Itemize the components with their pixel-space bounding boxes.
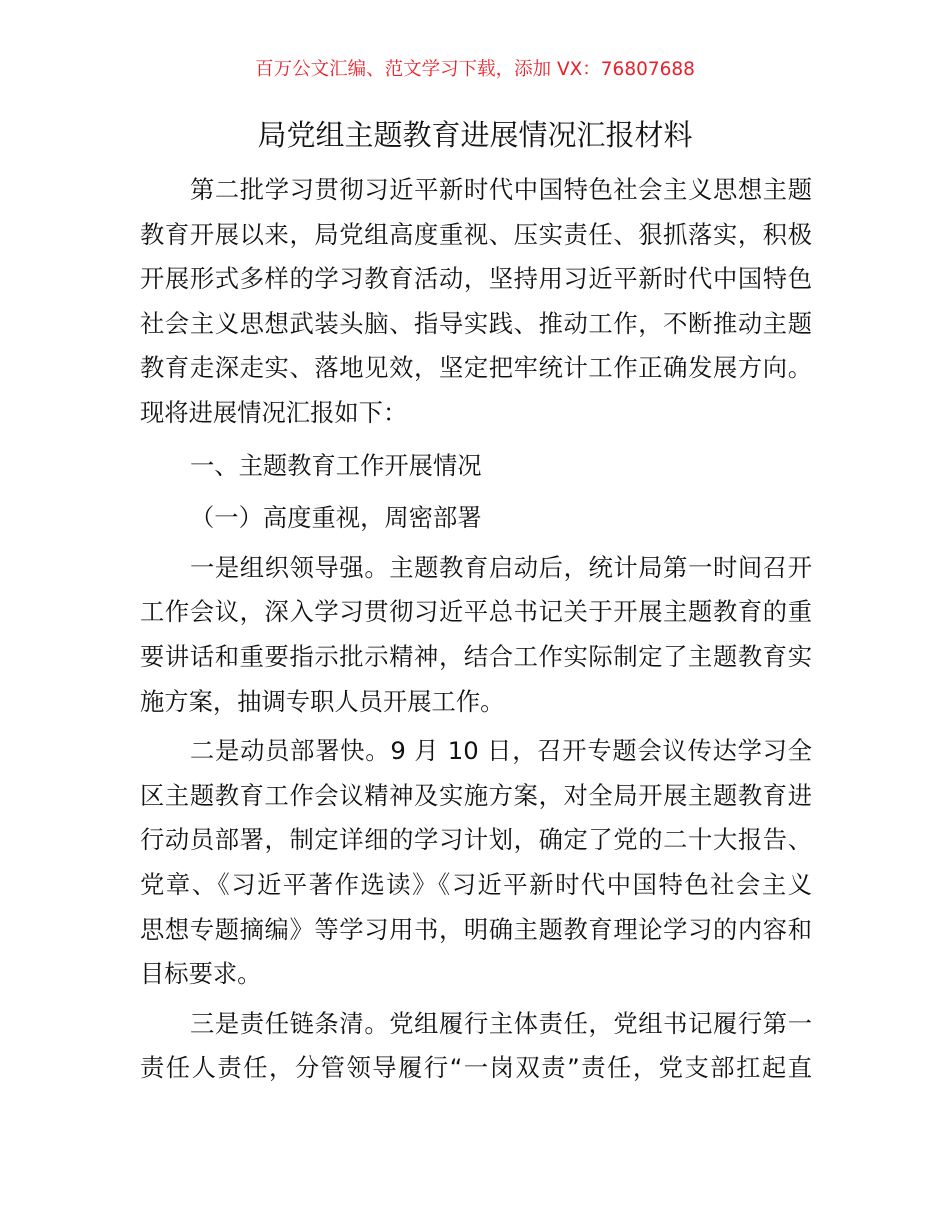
text-line: 思想专题摘编》等学习用书，明确主题教育理论学习的内容和: [140, 914, 812, 944]
text-line: 行动员部署，制定详细的学习计划，确定了党的二十大报告、: [140, 825, 812, 855]
document-title: 局党组主题教育进展情况汇报材料: [257, 118, 693, 152]
paragraph: [140, 546, 812, 724]
text-line: 三是责任链条清。党组履行主体责任，党组书记履行第一: [190, 1008, 812, 1038]
text-line: 区主题教育工作会议精神及实施方案，对全局开展主题教育进: [140, 780, 812, 810]
section-heading: [140, 496, 812, 541]
text-line: 二是动员部署快。9 月 10 日，召开专题会议传达学习全: [190, 736, 812, 766]
paragraph: [140, 168, 812, 436]
document-body: [140, 168, 812, 1091]
text-line: 责任人责任，分管领导履行“一岗双责”责任，党支部扛起直: [140, 1053, 812, 1083]
text-line: 开展形式多样的学习教育活动，坚持用习近平新时代中国特色: [140, 264, 812, 294]
text-line: 第二批学习贯彻习近平新时代中国特色社会主义思想主题: [190, 175, 812, 204]
text-line: 教育开展以来，局党组高度重视、压实责任、狠抓落实，积极: [140, 219, 812, 249]
text-line: 目标要求。: [140, 959, 262, 989]
text-line: （一）高度重视，周密部署: [190, 503, 482, 533]
text-line: 教育走深走实、落地见效，坚定把牢统计工作正确发展方向。: [140, 353, 812, 383]
text-line: 施方案，抽调专职人员开展工作。: [140, 686, 505, 716]
paragraph: [140, 729, 812, 997]
paragraph: [140, 1002, 812, 1091]
text-line: 一、主题教育工作开展情况: [190, 450, 482, 480]
text-line: 社会主义思想武装头脑、指导实践、推动工作，不断推动主题: [140, 308, 812, 338]
text-line: 一是组织领导强。主题教育启动后，统计局第一时间召开: [190, 552, 812, 582]
text-line: 工作会议，深入学习贯彻习近平总书记关于开展主题教育的重: [140, 597, 812, 627]
text-line: 现将进展情况汇报如下：: [140, 397, 408, 427]
text-line: 要讲话和重要指示批示精神，结合工作实际制定了主题教育实: [140, 641, 812, 671]
watermark-header: 百万公文汇编、范文学习下载，添加 VX：76807688: [255, 59, 695, 80]
section-heading: [140, 444, 812, 489]
text-line: 党章、《习近平著作选读》《习近平新时代中国特色社会主义: [140, 869, 812, 899]
